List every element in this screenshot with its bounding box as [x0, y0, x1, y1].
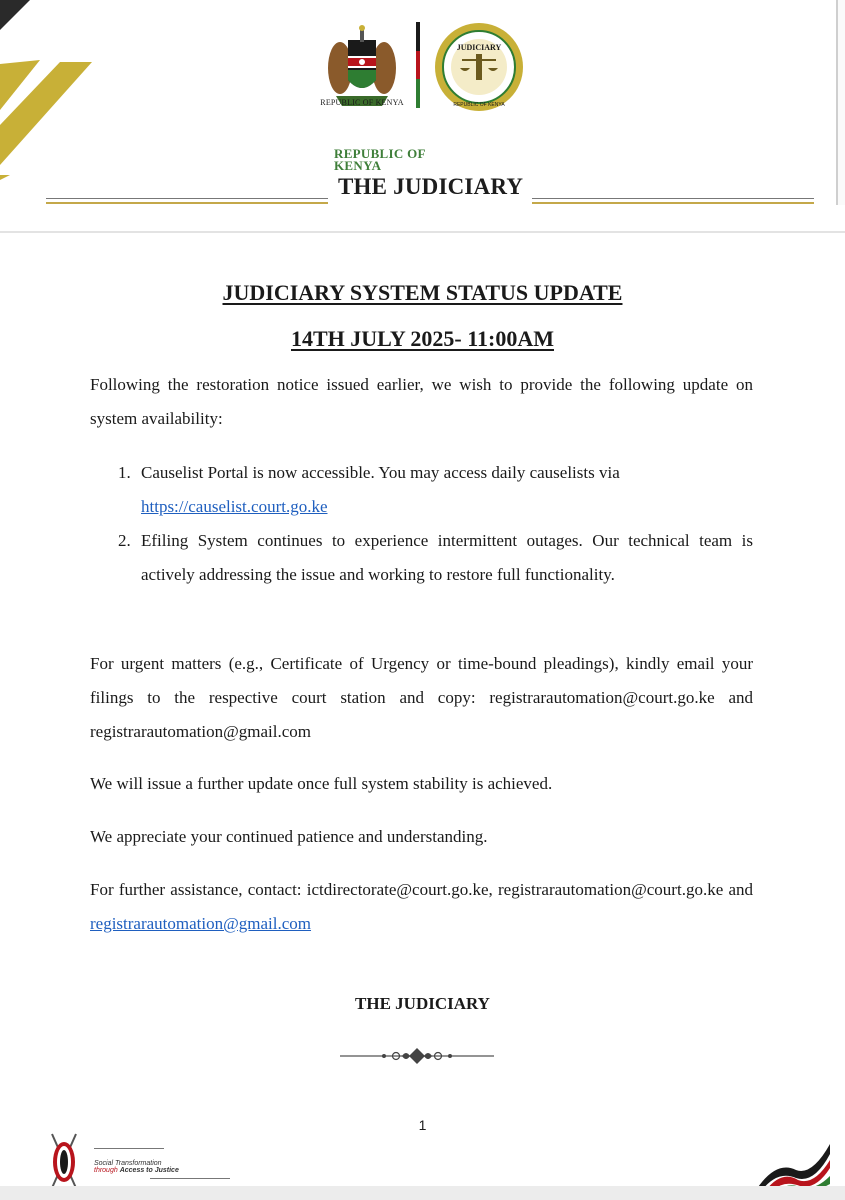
list-item-number: 2.	[118, 531, 131, 550]
contact-email-link[interactable]: registrarautomation@gmail.com	[90, 914, 312, 933]
document-title: JUDICIARY SYSTEM STATUS UPDATE	[222, 280, 623, 305]
list-item-text: Causelist Portal is now accessible. You may access daily causelists via	[141, 463, 620, 482]
header-divider	[0, 231, 845, 233]
urgent-matters-paragraph: For urgent matters (e.g., Certificate of Urgency or time-bound pleadings), kindly email your filings to the respective court station and copy: registrarautomation@court.go.ke and registrarautomation@gmail.com	[90, 654, 753, 741]
list-item-text: Efiling System continues to experience intermittent outages. Our technical team is actively addressing the issue and working to restore full functionality.	[141, 531, 753, 584]
title-rule-right	[532, 198, 814, 204]
footer-tagline	[94, 1160, 234, 1174]
list-item	[90, 456, 753, 524]
flag-divider	[416, 22, 420, 108]
dept-line2: KENYA	[334, 158, 382, 173]
status-list	[90, 456, 753, 592]
seal-text-bottom: REPUBLIC OF KENYA	[453, 102, 505, 108]
list-item	[90, 524, 753, 592]
shield-spear-logo-icon	[44, 1130, 84, 1190]
tagline-line2: through	[94, 1167, 118, 1174]
list-item-number: 1.	[118, 463, 131, 482]
tagline-rule-bottom	[150, 1178, 230, 1179]
title-rule-left	[46, 198, 328, 204]
republic-caption: REPUBLIC OF KENYA	[320, 98, 404, 107]
ornament-divider-icon	[340, 1045, 494, 1067]
tagline-line3: Access to Justice	[119, 1167, 179, 1174]
appreciation-paragraph: We appreciate your continued patience and understanding.	[90, 827, 488, 846]
dept-line1: REPUBLIC OF	[334, 146, 426, 161]
contact-paragraph	[90, 873, 753, 941]
causelist-link[interactable]: https://causelist.court.go.ke	[141, 497, 328, 516]
further-update-paragraph: We will issue a further update once full system stability is achieved.	[90, 774, 553, 793]
dept-name	[334, 148, 426, 172]
contact-text: For further assistance, contact: ictdirectorate@court.go.ke, registrarautomation@court.go.ke and	[90, 880, 753, 899]
page-number: 1	[418, 1117, 427, 1133]
corner-stripes-decoration	[0, 0, 110, 180]
window-edge	[836, 0, 845, 205]
seal-text-top: JUDICIARY	[456, 43, 502, 52]
signature: THE JUDICIARY	[355, 994, 490, 1013]
tagline-line1: Social Transformation	[94, 1160, 162, 1167]
judiciary-seal-icon	[432, 20, 526, 114]
document-datetime: 14TH JULY 2025- 11:00AM	[291, 326, 554, 351]
flag-swoosh-icon	[756, 1140, 830, 1190]
intro-paragraph: Following the restoration notice issued earlier, we wish to provide the following update on system availability:	[90, 375, 753, 428]
letterhead	[0, 0, 845, 232]
tagline-rule-top	[94, 1148, 164, 1149]
dept-title: THE JUDICIARY	[338, 174, 524, 199]
bottom-edge	[0, 1186, 845, 1200]
